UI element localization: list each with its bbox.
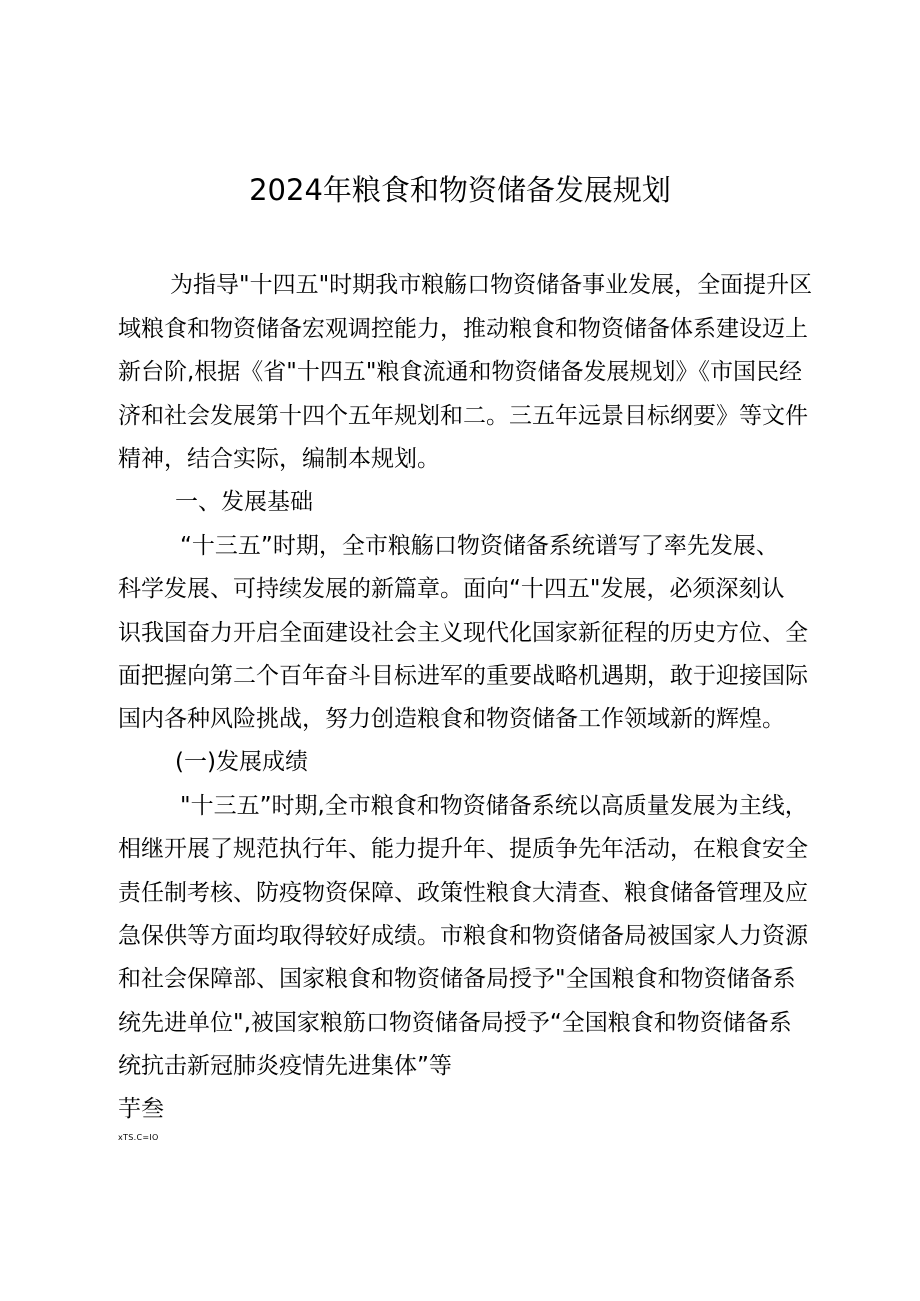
- subsection-heading: (一)发展成绩: [175, 749, 308, 775]
- footnote-text: xTS.C=IO: [118, 1133, 159, 1142]
- paragraph-line: 域粮食和物资储备宏观调控能力，推动粮食和物资储备体系建设迈上: [118, 316, 808, 342]
- paragraph-line: 精神，结合实际，编制本规划。: [118, 446, 440, 472]
- paragraph-line: 为指导"十四五"时期我市粮觞口物资储备事业发展，全面提升区: [170, 272, 813, 298]
- paragraph-line: 芋叁: [118, 1096, 164, 1122]
- paragraph-line: 相继开展了规范执行年、能力提升年、提质争先年活动，在粮食安全: [118, 836, 808, 862]
- paragraph-line: 急保供等方面均取得较好成绩。市粮食和物资储备局被国家人力资源: [118, 923, 808, 949]
- paragraph-line: 和社会保障部、国家粮食和物资储备局授予"全国粮食和物资储备系: [118, 966, 796, 992]
- paragraph-line: "十三五”时期,全市粮食和物资储备系统以高质量发展为主线，: [180, 793, 808, 819]
- section-heading: 一、发展基础: [175, 489, 313, 515]
- paragraph-line: 科学发展、可持续发展的新篇章。面向“十四五"发展，必须深刻认: [118, 576, 785, 602]
- paragraph-line: 济和社会发展第十四个五年规划和二。三五年远景目标纲要》等文件: [118, 403, 808, 429]
- paragraph-line: 识我国奋力开启全面建设社会主义现代化国家新征程的历史方位、全: [118, 620, 808, 646]
- paragraph-line: 面把握向第二个百年奋斗目标进军的重要战略机遇期，敢于迎接国际: [118, 663, 808, 689]
- paragraph-line: 统抗击新冠肺炎疫情先进集体”等: [118, 1053, 452, 1079]
- paragraph-line: 新台阶,根据《省"十四五"粮食流通和物资储备发展规划》《市国民经: [118, 359, 802, 385]
- paragraph-line: 责任制考核、防疫物资保障、政策性粮食大清查、粮食储备管理及应: [118, 880, 808, 906]
- paragraph-line: 统先进单位",被国家粮筋口物资储备局授予“全国粮食和物资储备系: [118, 1010, 792, 1036]
- paragraph-line: 国内各种风险挑战，努力创造粮食和物资储备工作领域新的辉煌。: [118, 706, 785, 732]
- document-title: 2024年粮食和物资储备发展规划: [249, 173, 671, 207]
- paragraph-line: “十三五”时期，全市粮觞口物资储备系统谱写了率先发展、: [180, 533, 779, 559]
